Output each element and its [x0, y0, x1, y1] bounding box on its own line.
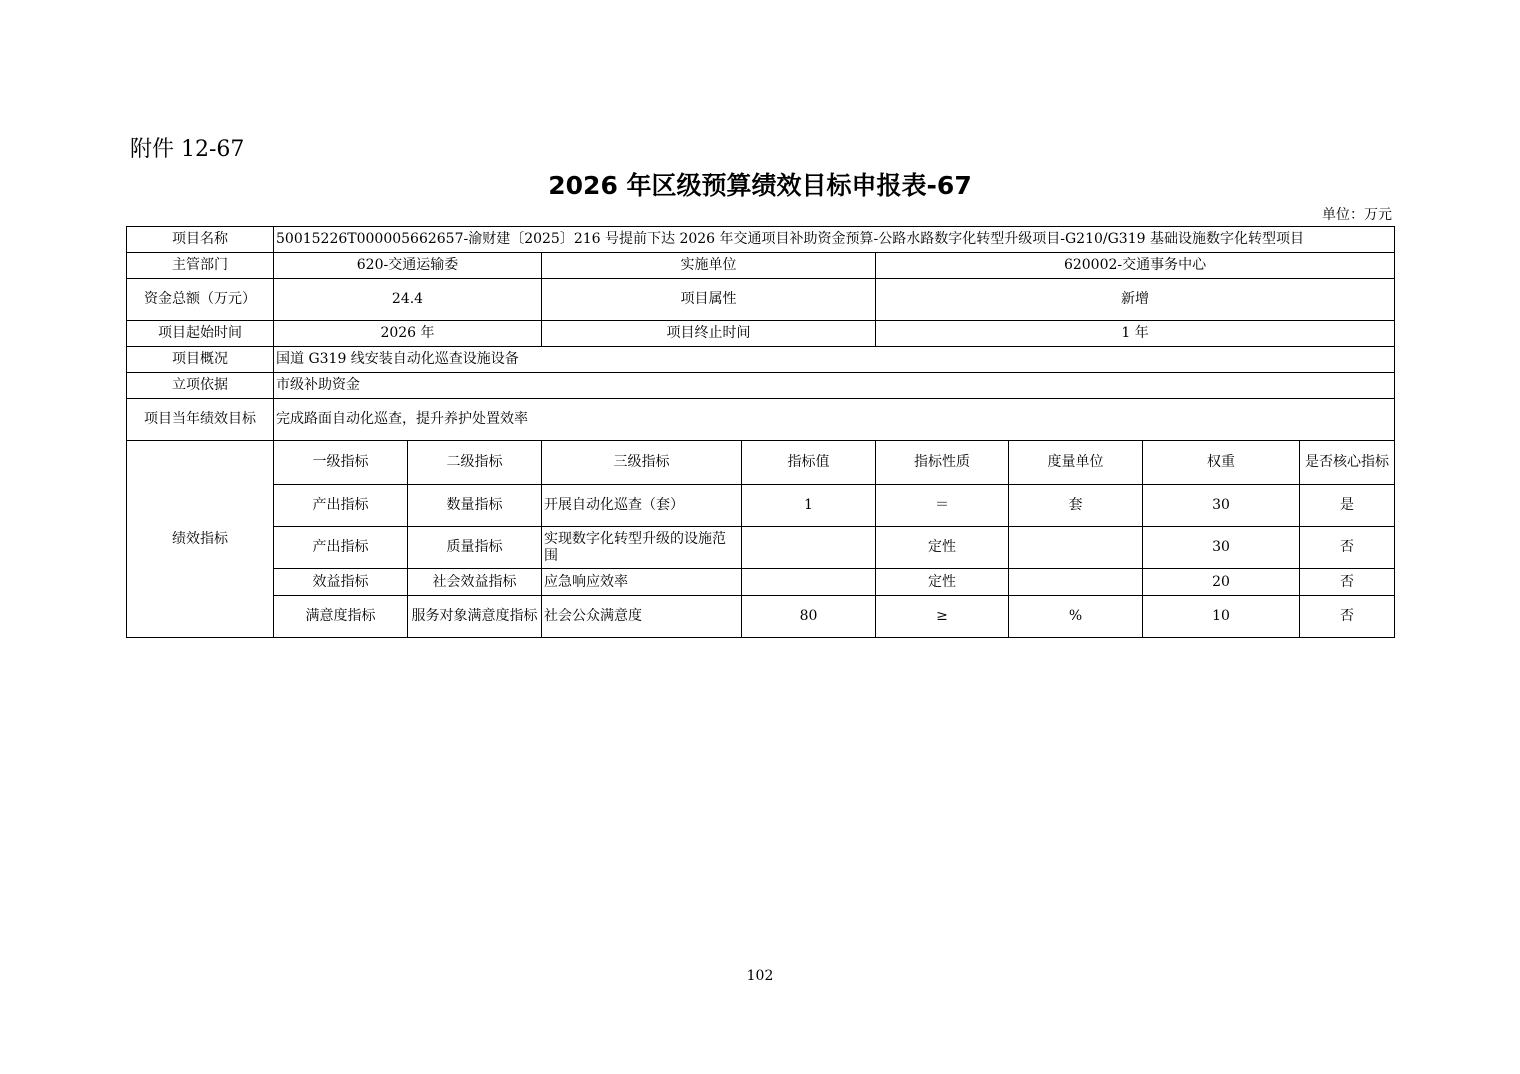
cell-l3: 实现数字化转型升级的设施范围 — [542, 527, 742, 569]
basis-label: 立项依据 — [127, 373, 274, 399]
dept-label: 主管部门 — [127, 253, 274, 279]
cell-nature: ＝ — [876, 485, 1009, 527]
row-basis — [127, 373, 1395, 399]
cell-nature: ≥ — [876, 596, 1009, 638]
header-l2: 二级指标 — [408, 441, 542, 485]
cell-l2: 社会效益指标 — [408, 569, 542, 596]
dept-value: 620-交通运输委 — [274, 253, 542, 279]
table-row — [127, 527, 1395, 569]
cell-l2: 服务对象满意度指标 — [408, 596, 542, 638]
table-row — [127, 569, 1395, 596]
cell-value — [742, 569, 876, 596]
cell-nature: 定性 — [876, 569, 1009, 596]
cell-l1: 满意度指标 — [274, 596, 408, 638]
cell-l1: 产出指标 — [274, 527, 408, 569]
cell-core: 是 — [1300, 485, 1395, 527]
page-title: 2026 年区级预算绩效目标申报表-67 — [548, 171, 972, 200]
page-number: 102 — [746, 968, 774, 984]
goal-label: 项目当年绩效目标 — [127, 399, 274, 441]
header-nature: 指标性质 — [876, 441, 1009, 485]
end-label: 项目终止时间 — [542, 321, 876, 347]
header-core: 是否核心指标 — [1300, 441, 1395, 485]
performance-form-table — [126, 226, 1395, 638]
cell-value: 80 — [742, 596, 876, 638]
header-l1: 一级指标 — [274, 441, 408, 485]
row-dept — [127, 253, 1395, 279]
row-fund — [127, 279, 1395, 321]
table-row — [127, 485, 1395, 527]
impl-value: 620002-交通事务中心 — [876, 253, 1395, 279]
row-overview — [127, 347, 1395, 373]
row-indicator-headers — [127, 441, 1395, 485]
cell-value — [742, 527, 876, 569]
cell-l2: 数量指标 — [408, 485, 542, 527]
cell-weight: 30 — [1143, 485, 1300, 527]
attr-label: 项目属性 — [542, 279, 876, 321]
attachment-label: 附件 12-67 — [130, 137, 245, 162]
impl-label: 实施单位 — [542, 253, 876, 279]
overview-value: 国道 G319 线安装自动化巡查设施设备 — [274, 347, 1395, 373]
cell-unit — [1009, 569, 1143, 596]
row-goal — [127, 399, 1395, 441]
header-weight: 权重 — [1143, 441, 1300, 485]
cell-unit: % — [1009, 596, 1143, 638]
start-value: 2026 年 — [274, 321, 542, 347]
cell-core: 否 — [1300, 569, 1395, 596]
overview-label: 项目概况 — [127, 347, 274, 373]
cell-value: 1 — [742, 485, 876, 527]
cell-unit: 套 — [1009, 485, 1143, 527]
row-project-name — [127, 227, 1395, 253]
unit-label: 单位：万元 — [1322, 207, 1392, 223]
cell-nature: 定性 — [876, 527, 1009, 569]
goal-value: 完成路面自动化巡查，提升养护处置效率 — [274, 399, 1395, 441]
cell-l3: 开展自动化巡查（套） — [542, 485, 742, 527]
cell-core: 否 — [1300, 596, 1395, 638]
row-time — [127, 321, 1395, 347]
start-label: 项目起始时间 — [127, 321, 274, 347]
basis-value: 市级补助资金 — [274, 373, 1395, 399]
cell-weight: 20 — [1143, 569, 1300, 596]
attr-value: 新增 — [876, 279, 1395, 321]
cell-l3: 应急响应效率 — [542, 569, 742, 596]
header-value: 指标值 — [742, 441, 876, 485]
header-l3: 三级指标 — [542, 441, 742, 485]
end-value: 1 年 — [876, 321, 1395, 347]
cell-weight: 30 — [1143, 527, 1300, 569]
cell-l1: 效益指标 — [274, 569, 408, 596]
cell-unit — [1009, 527, 1143, 569]
fund-label: 资金总额（万元） — [127, 279, 274, 321]
cell-l3: 社会公众满意度 — [542, 596, 742, 638]
cell-weight: 10 — [1143, 596, 1300, 638]
cell-l2: 质量指标 — [408, 527, 542, 569]
cell-l1: 产出指标 — [274, 485, 408, 527]
cell-core: 否 — [1300, 527, 1395, 569]
fund-value: 24.4 — [274, 279, 542, 321]
project-name-value: 50015226T000005662657-渝财建〔2025〕216 号提前下达 2026 年交通项目补助资金预算-公路水路数字化转型升级项目-G210/G319 基础设施数字化转型项目 — [274, 227, 1395, 253]
project-name-label: 项目名称 — [127, 227, 274, 253]
perf-label: 绩效指标 — [127, 441, 274, 638]
header-unit: 度量单位 — [1009, 441, 1143, 485]
table-row — [127, 596, 1395, 638]
